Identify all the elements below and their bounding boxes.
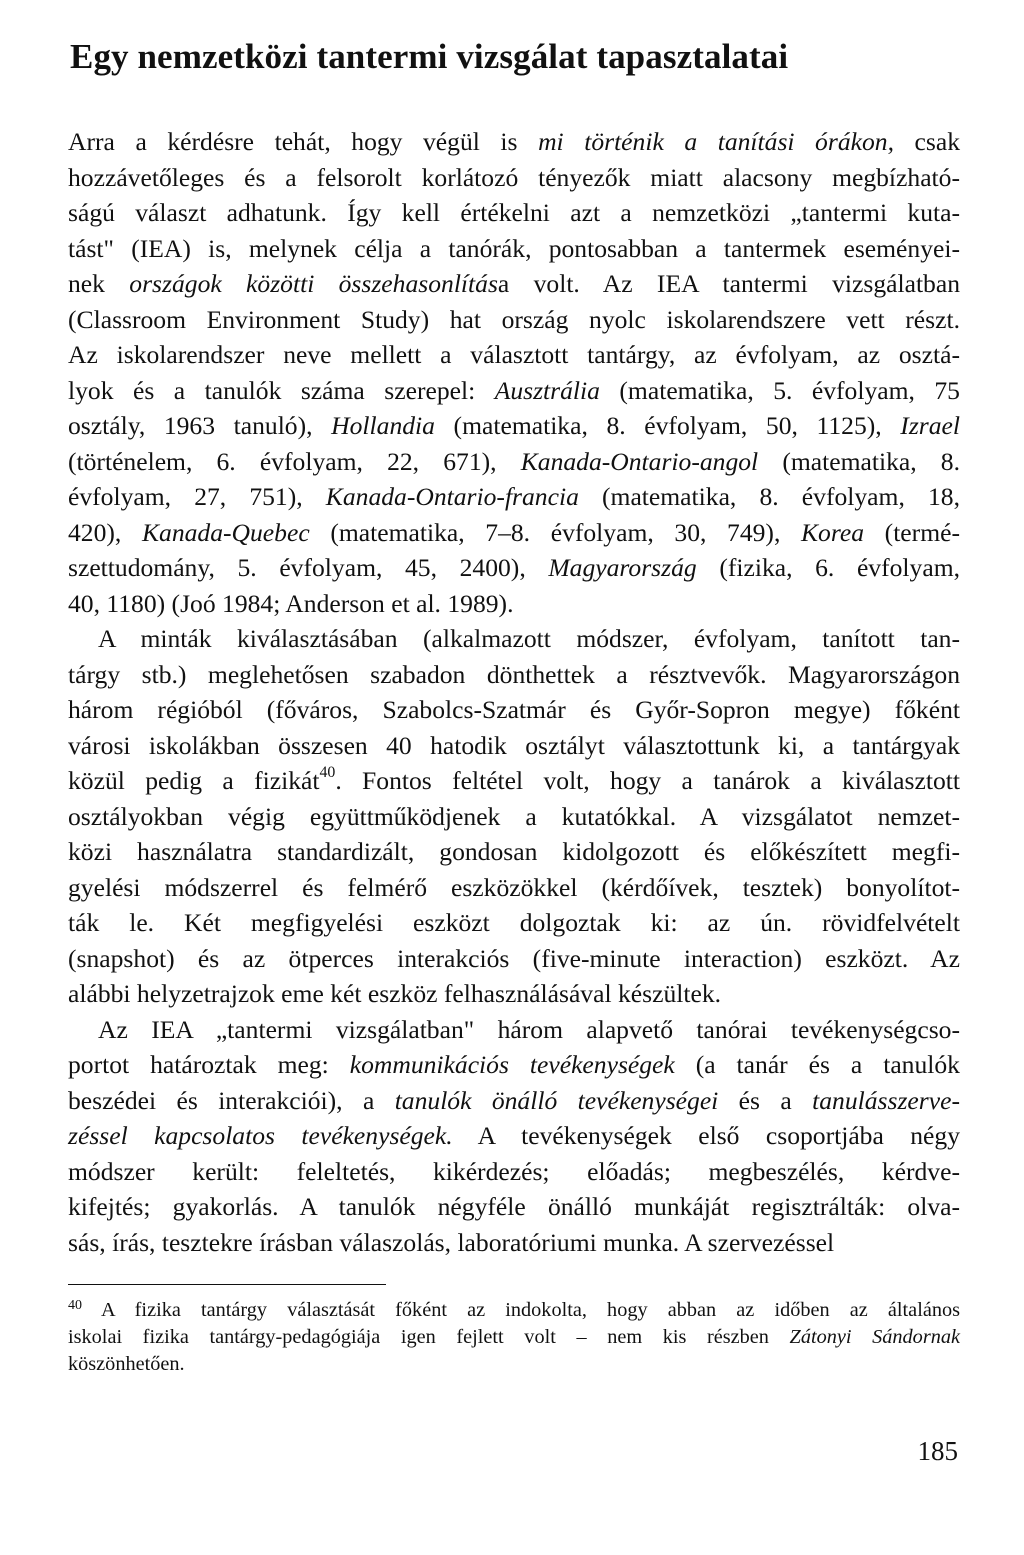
text-line xyxy=(68,1047,960,1083)
text-line xyxy=(68,1225,960,1261)
text-run: (termé- xyxy=(864,517,960,547)
text-run: (Classroom Environment Study) hat ország nyolc iskolarendszere vett részt. xyxy=(68,304,960,334)
text-line xyxy=(68,621,960,657)
text-run: A tevékenységek első csoportjába négy xyxy=(452,1121,961,1150)
text-run: Az iskolarendszer neve mellett a választott tantárgy, az évfolyam, az osztá- xyxy=(68,340,960,369)
text-line xyxy=(68,763,960,799)
text-run: 40, 1180) (Joó 1984; Anderson et al. 1989). xyxy=(68,588,514,618)
text-line xyxy=(68,124,960,160)
text-line xyxy=(68,1118,960,1154)
footnote-line xyxy=(68,1324,960,1351)
text-line xyxy=(68,905,960,941)
paragraph xyxy=(68,124,960,621)
text-run: (snapshot) és az ötperces interakciós (five-minute interaction) eszközt. Az xyxy=(68,943,960,973)
footnote-divider xyxy=(68,1284,386,1285)
italic-text: zéssel kapcsolatos tevékenységek. xyxy=(68,1121,453,1150)
text-line xyxy=(68,1083,960,1119)
text-run: (matematika, 7–8. évfolyam, 30, 749), xyxy=(309,517,801,547)
text-run: (fizika, 6. évfolyam, xyxy=(696,553,960,582)
italic-text: országok közötti összehasonlítás xyxy=(129,269,498,298)
text-line xyxy=(68,941,960,977)
text-line xyxy=(68,976,960,1012)
text-run: városi iskolákban összesen 40 hatodik osztályt választottunk ki, a tantárgyak xyxy=(68,730,960,760)
paragraph xyxy=(68,1012,960,1261)
italic-text: Korea xyxy=(800,517,865,547)
text-run: osztály, 1963 tanuló), xyxy=(68,411,332,440)
text-line xyxy=(68,160,960,196)
text-run: tást" (IEA) is, melynek célja a tanórák, pontosabban a tantermek eseményei- xyxy=(68,233,960,263)
text-run: nek xyxy=(68,269,130,298)
text-line xyxy=(68,266,960,302)
italic-text: tanulók önálló tevékenységei xyxy=(394,1085,719,1115)
body-text xyxy=(68,124,960,1260)
text-line xyxy=(68,195,960,231)
text-run: (történelem, 6. évfolyam, 22, 671), xyxy=(68,446,521,476)
italic-text: Izrael xyxy=(900,411,961,440)
text-run: . Fontos feltétel volt, hogy a tanárok a kiválasztott xyxy=(335,766,960,795)
italic-text: Hollandia xyxy=(331,411,435,440)
text-line xyxy=(68,799,960,835)
text-line xyxy=(68,728,960,764)
text-run: Az IEA „tantermi vizsgálatban" három alapvető tanórai tevékenységcso- xyxy=(98,1014,960,1044)
text-line xyxy=(68,302,960,338)
text-run: (a tanár és a tanulók xyxy=(674,1050,960,1079)
italic-text: tanulásszerve- xyxy=(812,1085,960,1115)
text-run: három régióból (főváros, Szabolcs-Szatmár és Győr-Sopron megye) főként xyxy=(68,695,960,724)
paragraph xyxy=(68,621,960,1012)
text-run: ták le. Két megfigyelési eszközt dolgoztak ki: az ún. rövidfelvételt xyxy=(68,908,960,937)
text-line xyxy=(68,870,960,906)
text-line xyxy=(68,657,960,693)
text-run: iskolai fizika tantárgy-pedagógiája igen fejlett volt – nem kis részben xyxy=(68,1326,790,1348)
text-run: A minták kiválasztásában (alkalmazott módszer, évfolyam, tanított tan- xyxy=(98,624,960,653)
italic-text: Kanada-Ontario-francia xyxy=(325,482,579,511)
text-run: tárgy stb.) meglehetősen szabadon dönthettek a résztvevők. Magyarországon xyxy=(68,659,960,689)
text-run: lyok és a tanulók száma szerepel: xyxy=(68,375,495,405)
text-line xyxy=(68,834,960,870)
text-line xyxy=(68,586,960,622)
text-run: 420), xyxy=(68,517,142,547)
footnote-line xyxy=(68,1351,960,1378)
footnote-line xyxy=(68,1297,960,1324)
text-run: (matematika, 8. xyxy=(758,446,960,476)
text-run: a volt. Az IEA tantermi vizsgálatban xyxy=(497,269,961,298)
text-run: hozzávetőleges és a felsorolt korlátozó tényezők miatt alacsony megbízható- xyxy=(68,162,960,192)
text-line xyxy=(68,692,960,728)
italic-text: Kanada-Quebec xyxy=(141,517,310,547)
text-run: beszédei és interakciói), a xyxy=(68,1085,395,1115)
text-run: portot határoztak meg: xyxy=(68,1050,350,1079)
text-line xyxy=(68,373,960,409)
italic-text: kommunikációs tevékenységek xyxy=(349,1050,675,1079)
footnote-reference: 40 xyxy=(319,764,336,782)
text-run: kifejtés; gyakorlás. A tanulók négyféle önálló munkáját regisztrálták: olva- xyxy=(68,1192,960,1221)
text-run: (matematika, 5. évfolyam, 75 xyxy=(599,375,960,405)
text-run: csak xyxy=(893,127,960,156)
italic-text: mi történik a tanítási órákon, xyxy=(538,127,894,156)
text-run: ságú választ adhatunk. Így kell értékelni azt a nemzetközi „tantermi kuta- xyxy=(68,198,960,227)
text-run: alábbi helyzetrajzok eme két eszköz felhasználásával készültek. xyxy=(68,979,722,1008)
text-line xyxy=(68,1189,960,1225)
text-line xyxy=(68,337,960,373)
text-line xyxy=(68,408,960,444)
text-line xyxy=(68,550,960,586)
footnote-number: 40 xyxy=(68,1298,82,1313)
page-title: Egy nemzetközi tantermi vizsgálat tapasztalatai xyxy=(70,37,789,76)
text-run: A fizika tantárgy választását főként az indokolta, hogy abban az időben az általános xyxy=(101,1299,960,1321)
page-number: 185 xyxy=(917,1436,958,1466)
text-line xyxy=(68,479,960,515)
text-run: gyelési módszerrel és felmérő eszközökkel (kérdőívek, tesztek) bonyolítot- xyxy=(68,872,960,902)
text-run: osztályokban végig együttműködjenek a kutatókkal. A vizsgálatot nemzet- xyxy=(68,801,960,831)
text-run: Arra a kérdésre tehát, hogy végül is xyxy=(68,127,539,156)
text-run: közi használatra standardizált, gondosan kidolgozott és előkészített megfi- xyxy=(68,837,960,866)
italic-text: Kanada-Ontario-angol xyxy=(520,446,759,476)
text-run: közül pedig a fizikát xyxy=(68,766,320,795)
text-run: szettudomány, 5. évfolyam, 45, 2400), xyxy=(68,553,549,582)
italic-text: Ausztrália xyxy=(494,375,600,405)
text-run: módszer került: feleltetés, kikérdezés; előadás; megbeszélés, kérdve- xyxy=(68,1156,960,1186)
text-run: (matematika, 8. évfolyam, 50, 1125), xyxy=(434,411,901,440)
text-run: (matematika, 8. évfolyam, 18, xyxy=(578,482,960,511)
text-line xyxy=(68,515,960,551)
text-line xyxy=(68,1012,960,1048)
italic-text: Zátonyi Sándornak xyxy=(789,1326,961,1348)
text-line xyxy=(68,444,960,480)
italic-text: Magyarország xyxy=(548,553,697,582)
text-run: és a xyxy=(718,1085,813,1115)
text-line xyxy=(68,1154,960,1190)
text-run: évfolyam, 27, 751), xyxy=(68,482,326,511)
footnote xyxy=(68,1297,960,1378)
text-line xyxy=(68,231,960,267)
text-run: sás, írás, tesztekre írásban válaszolás, laboratóriumi munka. A szervezéssel xyxy=(68,1227,835,1257)
text-run: köszönhetően. xyxy=(68,1353,185,1375)
